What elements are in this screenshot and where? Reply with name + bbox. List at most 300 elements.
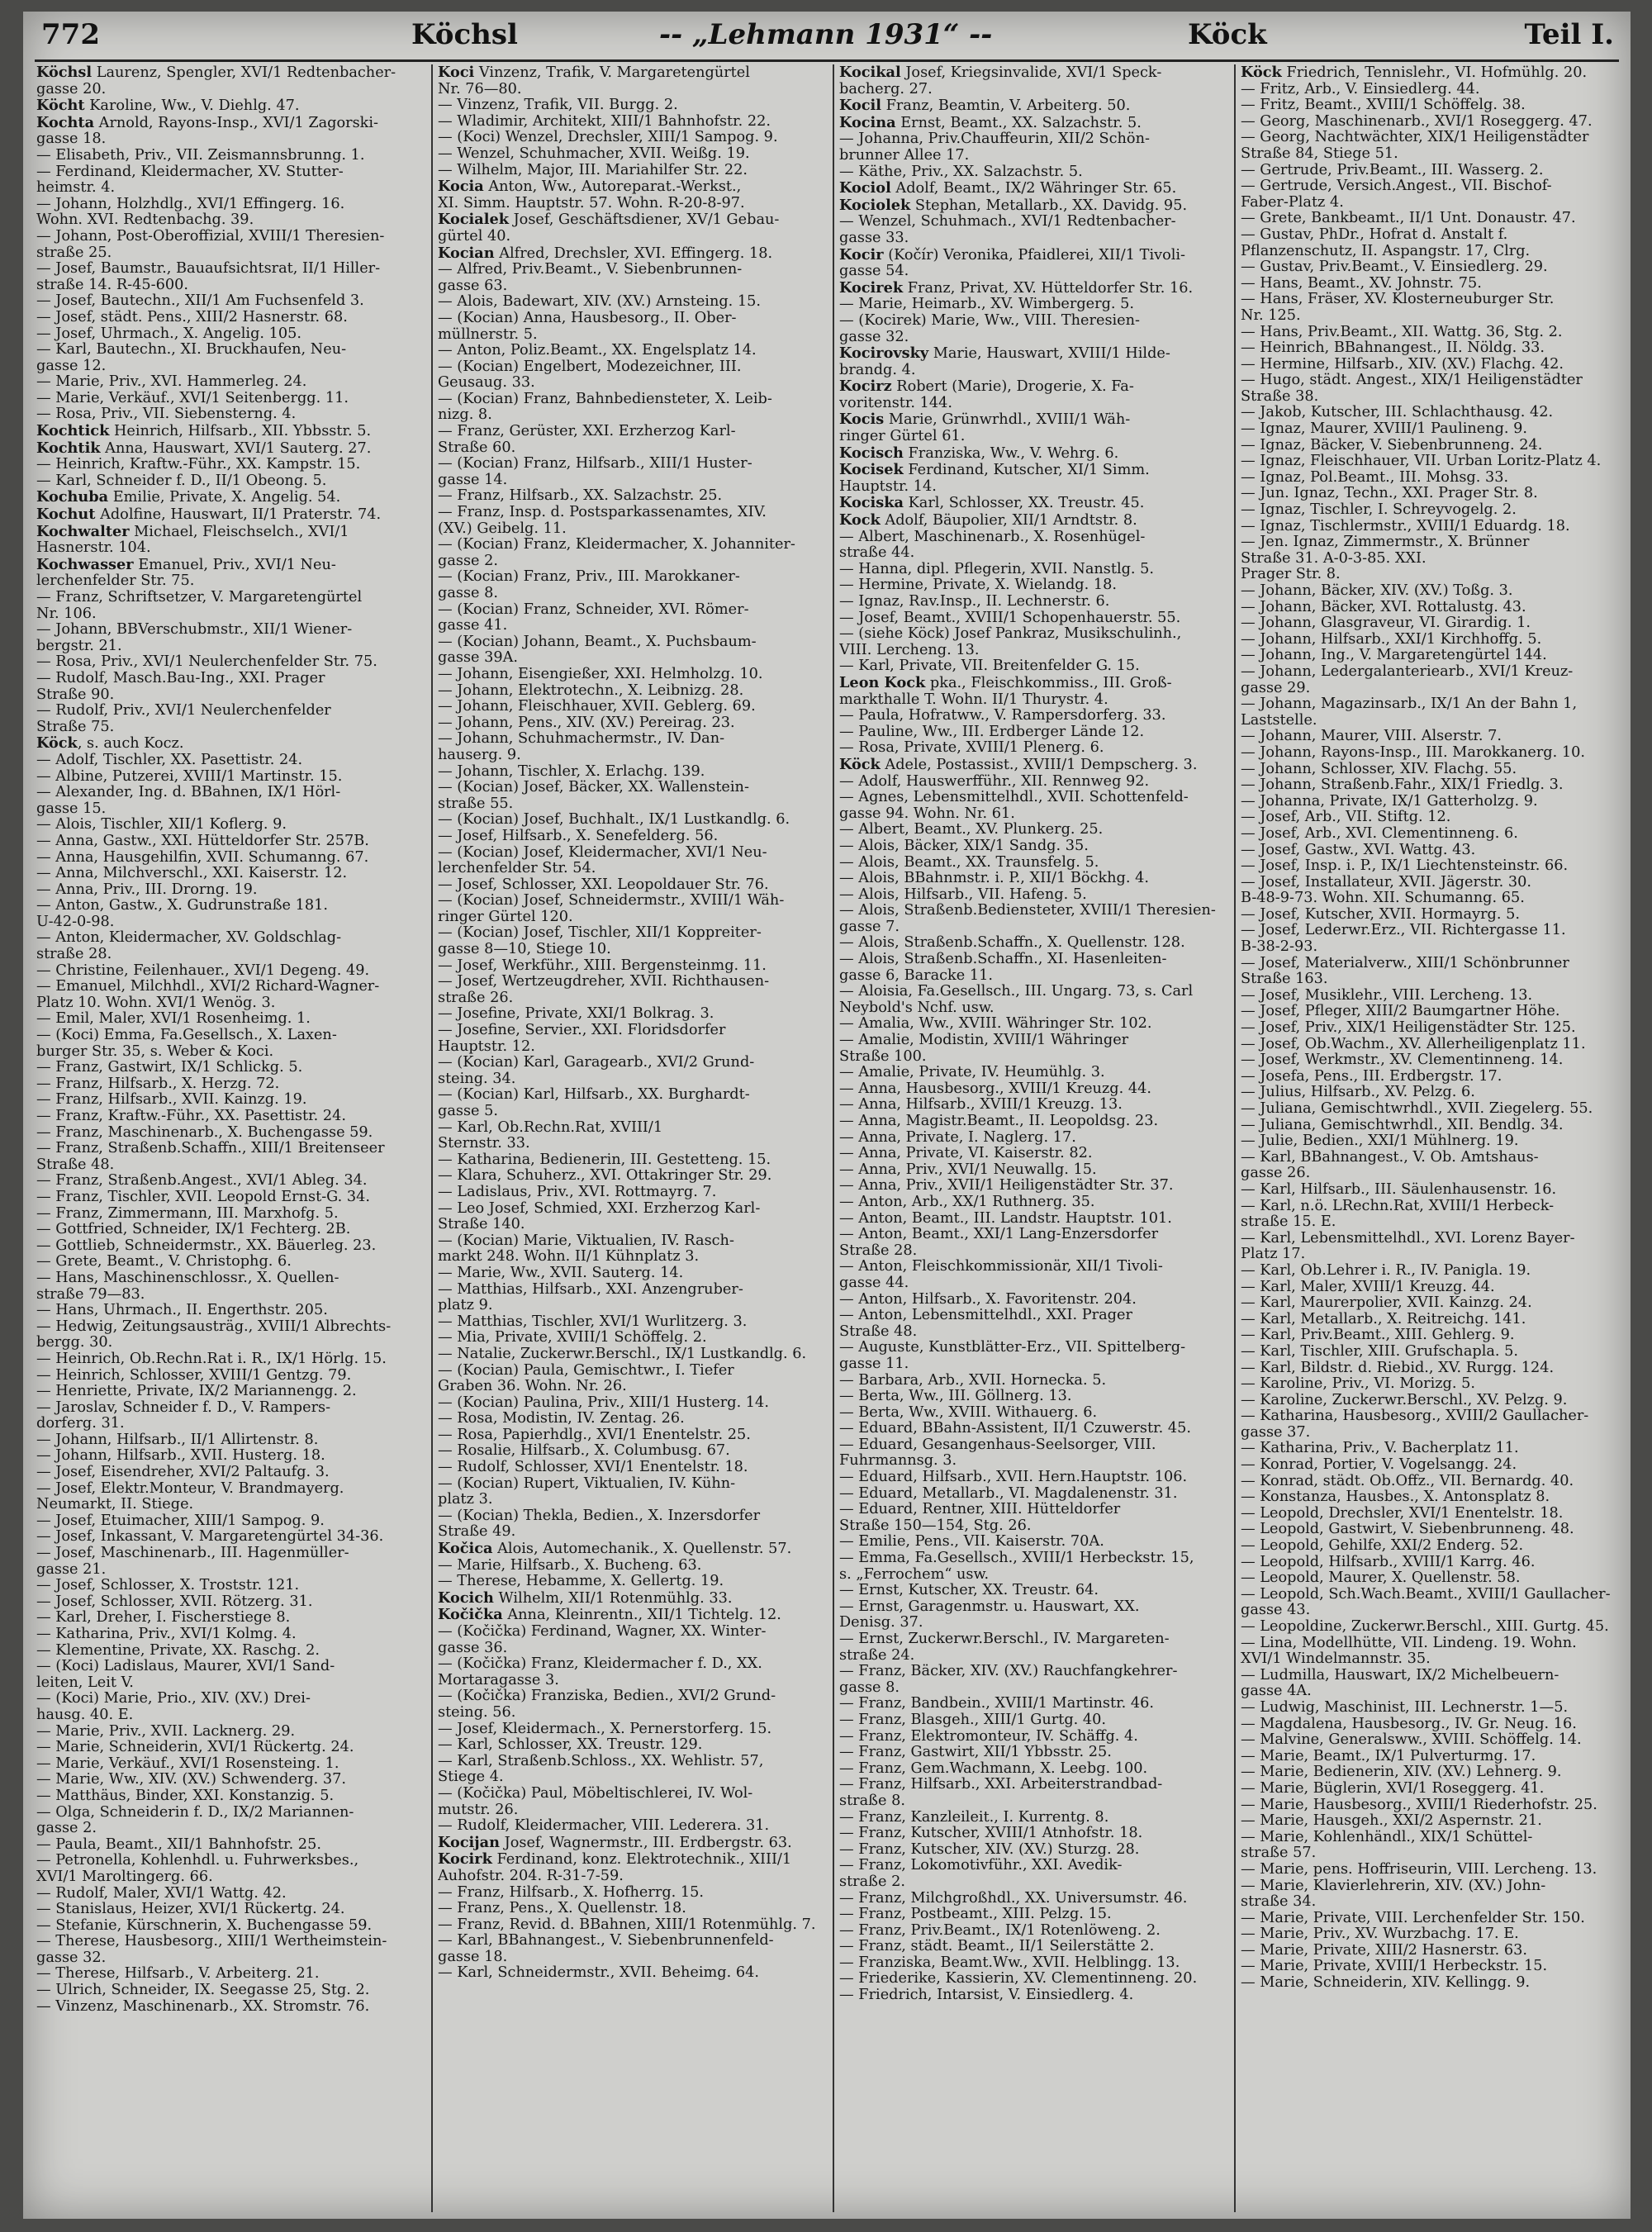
entry-text: Josef, Kriegsinvalide, XVI/1 Speck- — [900, 64, 1162, 81]
directory-entry — [36, 639, 425, 655]
directory-entry — [438, 1427, 826, 1444]
directory-entry — [438, 196, 826, 212]
directory-entry — [1241, 551, 1629, 567]
entry-text: — Albine, Putzerei, XVIII/1 Martinstr. 15. — [36, 768, 343, 785]
entry-text: — Josef, Insp. i. P., IX/1 Liechtensteinstr. 66. — [1241, 858, 1569, 875]
directory-entry — [438, 311, 826, 327]
entry-text: — (Koci) Emma, Fa.Gesellsch., X. Laxen- — [36, 1028, 337, 1044]
directory-entry — [1241, 939, 1629, 956]
directory-entry — [1241, 405, 1629, 421]
directory-entry — [1241, 373, 1629, 389]
entry-text: gasse 7. — [839, 919, 900, 935]
entry-text: — Alois, Straßenb.Bediensteter, XVIII/1 Theresien- — [839, 903, 1216, 919]
entry-text: straße 57. — [1241, 1845, 1317, 1862]
directory-entry — [36, 229, 425, 245]
entry-text: — Ulrich, Schneider, IX. Seegasse 25, Stg. 2. — [36, 1983, 370, 1999]
entry-text: gasse 32. — [36, 1949, 107, 1966]
directory-entry — [36, 995, 425, 1012]
entry-text: gasse 29. — [1241, 680, 1311, 696]
directory-entry — [36, 1044, 425, 1061]
directory-entry — [839, 806, 1227, 823]
directory-entry — [36, 1238, 425, 1255]
directory-entry — [438, 1965, 826, 1982]
entry-text: — Franz, Gastwirt, IX/1 Schlickg. 5. — [36, 1060, 303, 1076]
entry-text: — Josef, Hilfsarb., X. Senefelderg. 56. — [438, 828, 719, 844]
directory-entry — [438, 829, 826, 845]
entry-text: — Josef, Baumstr., Bauaufsichtsrat, II/1 Hiller- — [36, 261, 381, 278]
entry-text: straße 34. — [1241, 1894, 1317, 1911]
entry-text: Anton, Ww., Autoreparat.-Werkst., — [483, 178, 742, 196]
entry-text: — Johann, Hilfsarb., XVII. Husterg. 18. — [36, 1448, 325, 1465]
entry-text: — Johann, Rayons-Insp., III. Marokkanerg. 10. — [1241, 744, 1585, 761]
entry-text: — Karoline, Priv., VI. Morizg. 5. — [1241, 1376, 1476, 1393]
surname-heading: Kociol — [839, 180, 891, 197]
entry-text: — Adolf, Tischler, XX. Pasettistr. 24. — [36, 752, 303, 768]
directory-entry — [438, 1590, 826, 1608]
directory-entry — [36, 1028, 425, 1044]
directory-entry — [1241, 1911, 1629, 1927]
directory-entry — [36, 1869, 425, 1886]
entry-text: gasse 11. — [839, 1356, 909, 1372]
entry-text: gasse 4A. — [1241, 1683, 1312, 1700]
entry-text: Neybold's Nchf. usw. — [839, 1000, 995, 1016]
entry-text: — Franz, Maschinenarb., X. Buchengasse 59. — [36, 1124, 373, 1141]
directory-entry — [1241, 421, 1629, 438]
entry-text: — Franz, Zimmermann, III. Marxhofg. 5. — [36, 1205, 339, 1222]
directory-entry — [438, 1705, 826, 1721]
entry-text: Straße 75. — [36, 719, 115, 735]
directory-entry — [438, 1492, 826, 1508]
entry-text: Geusaug. 33. — [438, 375, 535, 392]
entry-text: — Marie, Beamt., IX/1 Pulverturmg. 17. — [1241, 1748, 1536, 1764]
directory-entry — [438, 634, 826, 651]
entry-text: — Amalia, Ww., XVIII. Währinger Str. 102. — [839, 1016, 1152, 1033]
entry-text: Platz 10. Wohn. XVI/1 Wenög. 3. — [36, 995, 276, 1011]
entry-text: — Anton, Arb., XX/1 Ruthnerg. 35. — [839, 1194, 1095, 1210]
directory-entry — [1241, 1943, 1629, 1959]
directory-entry — [438, 407, 826, 424]
entry-text: — Alois, BBahnmstr. i. P., XII/1 Böckhg. 4. — [839, 871, 1149, 887]
entry-text: s. „Ferrochem“ usw. — [839, 1566, 990, 1583]
entry-text: Arnold, Rayons-Insp., XVI/1 Zagorski- — [94, 114, 379, 131]
directory-entry — [839, 131, 1227, 148]
directory-entry — [839, 562, 1227, 578]
directory-entry — [438, 1754, 826, 1770]
entry-text: — Magdalena, Hausbesorg., IV. Gr. Neug. 16. — [1241, 1716, 1577, 1732]
entry-text: — Gertrude, Versich.Angest., VII. Bischof- — [1241, 178, 1552, 195]
surname-heading: Kocisek — [839, 462, 904, 479]
directory-entry — [839, 577, 1227, 594]
directory-entry — [438, 245, 826, 263]
entry-text: — Karl, n.ö. LRechn.Rat, XVIII/1 Herbeck- — [1241, 1198, 1555, 1214]
entry-text: — Anna, Hausbesorg., XVIII/1 Kreuzg. 44. — [839, 1080, 1151, 1097]
directory-entry — [1241, 1700, 1629, 1717]
entry-text: Straße 140. — [438, 1217, 525, 1233]
directory-entry — [839, 1049, 1227, 1066]
directory-entry — [36, 1772, 425, 1788]
directory-entry — [36, 1368, 425, 1384]
entry-text: — Josef, Etuimacher, XIII/1 Sampog. 9. — [36, 1513, 325, 1529]
directory-entry — [839, 1065, 1227, 1081]
entry-text: gasse 94. Wohn. Nr. 61. — [839, 805, 1015, 822]
entry-text: Nr. 106. — [36, 605, 97, 622]
directory-entry — [36, 1141, 425, 1157]
directory-entry — [839, 626, 1227, 643]
directory-entry — [438, 1460, 826, 1476]
entry-text: — Josef, Wertzeugdreher, XVII. Richthausen- — [438, 974, 770, 990]
directory-entry — [438, 618, 826, 634]
directory-entry — [839, 968, 1227, 985]
directory-entry — [839, 1793, 1227, 1810]
directory-entry — [839, 1194, 1227, 1211]
entry-text: — Josefa, Pens., III. Erdbergstr. 17. — [1241, 1068, 1502, 1085]
directory-entry — [36, 423, 425, 440]
directory-entry — [438, 1282, 826, 1299]
directory-entry — [36, 261, 425, 278]
surname-heading: Kocich — [438, 1589, 494, 1607]
directory-entry — [438, 1641, 826, 1657]
entry-text: — (Kocian) Thekla, Bedien., X. Inzersdorfer — [438, 1508, 761, 1524]
directory-entry — [438, 683, 826, 700]
entry-text: — Josef, Schlosser, XXI. Leopoldauer Str. 76. — [438, 876, 769, 893]
directory-entry — [1241, 664, 1629, 681]
directory-entry — [36, 1190, 425, 1206]
entry-text: — Gottfried, Schneider, IX/1 Fechterg. 2B. — [36, 1222, 351, 1238]
entry-text: Josef, Wagnermstr., III. Erdbergstr. 63. — [500, 1834, 792, 1851]
entry-text: gasse 21. — [36, 1561, 107, 1578]
directory-entry — [1241, 1085, 1629, 1101]
entry-text: — Karl, Metallarb., X. Reitreichg. 141. — [1241, 1311, 1526, 1327]
directory-entry — [36, 1918, 425, 1935]
entry-text: — Karl, Maler, XVIII/1 Kreuzg. 44. — [1241, 1279, 1495, 1295]
entry-text: — Natalie, Zuckerwr.Berschl., IX/1 Lustkandlg. 6. — [438, 1346, 807, 1362]
entry-text: — Karl, Schneider f. D., II/1 Obeong. 5. — [36, 473, 327, 489]
entry-text: — Rosalie, Hilfsarb., X. Columbusg. 67. — [438, 1443, 730, 1460]
directory-entry — [839, 363, 1227, 379]
entry-text: — Franz, Pens., X. Quellenstr. 18. — [438, 1901, 686, 1917]
entry-text: gasse 41. — [438, 618, 508, 634]
directory-entry — [1241, 600, 1629, 616]
entry-text: — Karl, Maurerpolier, XVII. Kainzg. 24. — [1241, 1295, 1532, 1312]
entry-text: — Lina, Modellhütte, VII. Lindeng. 19. Wohn. — [1241, 1635, 1577, 1651]
directory-entry — [1241, 729, 1629, 745]
entry-text: — Aloisia, Fa.Gesellsch., III. Ungarg. 73, s. Carl — [839, 984, 1194, 1000]
entry-text: — Leopoldine, Zuckerwr.Berschl., XIII. Gurtg. 45. — [1241, 1619, 1609, 1635]
directory-entry — [36, 590, 425, 606]
entry-text: — Josef, Schlosser, X. Troststr. 121. — [36, 1578, 300, 1594]
directory-entry — [438, 473, 826, 489]
directory-entry — [438, 64, 826, 82]
entry-text: — Wladimir, Architekt, XIII/1 Bahnhofstr. 22. — [438, 113, 771, 130]
directory-entry — [438, 586, 826, 602]
directory-entry — [36, 1125, 425, 1142]
directory-entry — [438, 1901, 826, 1917]
directory-entry — [1241, 1570, 1629, 1587]
directory-entry — [1241, 1101, 1629, 1118]
entry-text: — Wilhelm, Major, III. Mariahilfer Str. 22. — [438, 162, 748, 178]
entry-text: Heinrich, Hilfsarb., XII. Ybbsstr. 5. — [109, 423, 372, 440]
entry-text: Nr. 76—80. — [438, 81, 522, 97]
entry-text: — (Kocian) Josef, Tischler, XII/1 Koppreiter- — [438, 925, 762, 942]
entry-text: — Franz, Bäcker, XIV. (XV.) Rauchfangkehrer- — [839, 1664, 1178, 1680]
surname-heading: Koci — [438, 64, 475, 81]
entry-text: Straße 49. — [438, 1524, 516, 1541]
entry-text: — Marie, Schneiderin, XVI/1 Rückertg. 24. — [36, 1740, 354, 1756]
directory-entry — [1241, 1717, 1629, 1733]
directory-entry — [36, 866, 425, 882]
entry-text: — Therese, Hebamme, X. Gellertg. 19. — [438, 1574, 724, 1590]
entry-text: gasse 36. — [438, 1640, 508, 1656]
directory-entry — [438, 764, 826, 781]
directory-entry — [36, 1206, 425, 1223]
directory-entry — [839, 280, 1227, 297]
directory-entry — [36, 1643, 425, 1660]
directory-entry — [36, 1546, 425, 1562]
entry-text: — Anna, Priv., XVI/1 Neuwallg. 15. — [839, 1161, 1097, 1178]
directory-entry — [438, 1411, 826, 1427]
entry-text: — Ignaz, Maurer, XVIII/1 Paulineng. 9. — [1241, 421, 1528, 438]
entry-text: — Jaroslav, Schneider f. D., V. Rampers- — [36, 1399, 331, 1416]
directory-entry — [438, 211, 826, 229]
directory-entry — [839, 1664, 1227, 1680]
entry-text: — Johann, Pens., XIV. (XV.) Pereirag. 23. — [438, 715, 735, 731]
entry-text: — (Kocian) Josef, Schneidermstr., XVIII/1 Wäh- — [438, 893, 785, 909]
entry-text: XVI/1 Windelmannstr. 35. — [1241, 1651, 1431, 1668]
directory-entry — [438, 796, 826, 813]
entry-text: — Franz, Gastwirt, XII/1 Ybbsstr. 25. — [839, 1745, 1112, 1761]
entry-text: — Fritz, Beamt., XVIII/1 Schöffelg. 38. — [1241, 97, 1526, 114]
directory-entry — [438, 1541, 826, 1558]
directory-entry — [839, 230, 1227, 247]
entry-text: — Hans, Priv.Beamt., XII. Wattg. 36, Stg. 2. — [1241, 324, 1563, 340]
directory-entry — [438, 114, 826, 131]
directory-entry — [839, 1729, 1227, 1745]
column-3 — [839, 64, 1227, 2212]
directory-entry — [839, 530, 1227, 546]
entry-text: — Stanislaus, Heizer, XVI/1 Rückertg. 24. — [36, 1902, 345, 1918]
directory-entry — [839, 1874, 1227, 1891]
entry-text: — Anna, Magistr.Beamt., II. Leopoldsg. 23. — [839, 1114, 1159, 1129]
entry-text: Faber-Platz 4. — [1241, 194, 1344, 211]
directory-entry — [1241, 1118, 1629, 1134]
directory-entry — [438, 1266, 826, 1282]
directory-entry — [839, 774, 1227, 791]
entry-text: Adele, Postassist., XVIII/1 Dempscherg. 3. — [880, 756, 1198, 773]
directory-entry — [438, 1769, 826, 1786]
directory-entry — [438, 440, 826, 457]
directory-entry — [1241, 1069, 1629, 1085]
entry-text: — Heinrich, Ob.Rechn.Rat i. R., IX/1 Hörlg. 15. — [36, 1351, 387, 1367]
directory-entry — [438, 146, 826, 163]
directory-entry — [36, 979, 425, 995]
entry-text: — Johann, Elektrotechn., X. Leibnizg. 28. — [438, 682, 744, 699]
surname-heading: Kocirovsky — [839, 345, 929, 363]
directory-entry — [36, 1254, 425, 1270]
directory-entry — [839, 1745, 1227, 1761]
entry-text: — Eduard, Metallarb., VI. Magdalenenstr. 31. — [839, 1485, 1178, 1502]
directory-entry — [36, 671, 425, 687]
directory-entry — [839, 1599, 1227, 1616]
entry-text: bergg. 30. — [36, 1335, 113, 1351]
entry-text: Adolf, Bäupolier, XII/1 Arndtstr. 8. — [880, 512, 1137, 530]
entry-text: — Rosa, Papierhdlg., XVI/1 Enentelstr. 25. — [438, 1427, 751, 1443]
directory-entry — [839, 1405, 1227, 1422]
entry-text: — Franz, Postbeamt., XIII. Pelzg. 15. — [839, 1907, 1112, 1923]
directory-entry — [36, 115, 425, 132]
directory-entry — [839, 984, 1227, 1000]
directory-entry — [1241, 1975, 1629, 1992]
entry-text: — Leopold, Sch.Wach.Beamt., XVIII/1 Gaullacher- — [1241, 1586, 1611, 1603]
entry-text: — Josef, Arb., VII. Stiftg. 12. — [1241, 810, 1451, 826]
directory-entry — [1241, 519, 1629, 535]
entry-text: — Karl, Dreher, I. Fischerstiege 8. — [36, 1610, 291, 1627]
directory-entry — [36, 930, 425, 947]
directory-entry — [36, 1886, 425, 1902]
directory-entry — [438, 343, 826, 359]
entry-text: Laststelle. — [1241, 712, 1317, 729]
entry-text: — Ferdinand, Kleidermacher, XV. Stutter- — [36, 164, 344, 180]
directory-entry — [438, 1524, 826, 1541]
entry-text: — Johann, Straßenb.Fahr., XIX/1 Friedlg. 3. — [1241, 777, 1564, 794]
directory-entry — [839, 1389, 1227, 1405]
directory-entry — [36, 326, 425, 343]
entry-text: — Vinzenz, Maschinenarb., XX. Stromstr. 76. — [36, 1998, 370, 2015]
directory-entry — [438, 294, 826, 311]
directory-entry — [1241, 1749, 1629, 1765]
directory-entry — [36, 374, 425, 391]
entry-text: — Rudolf, Maler, XVI/1 Wattg. 42. — [36, 1885, 287, 1902]
entry-text: — (Kočička) Ferdinand, Wagner, XX. Winter- — [438, 1624, 767, 1640]
entry-text: — Stefanie, Kürschnerin, X. Buchengasse 59. — [36, 1917, 373, 1934]
directory-entry — [1241, 1020, 1629, 1037]
entry-text: — (Kočička) Paul, Möbeltischlerei, IV. Wol- — [438, 1785, 753, 1802]
entry-text: — Anton, Gastw., X. Gudrunstraße 181. — [36, 898, 329, 914]
directory-entry — [36, 1610, 425, 1627]
directory-entry — [438, 1818, 826, 1835]
entry-text: gasse 43. — [1241, 1603, 1311, 1619]
directory-entry — [36, 293, 425, 310]
entry-text: — Josef, Musiklehr., VIII. Lercheng. 13. — [1241, 987, 1533, 1004]
directory-entry — [36, 573, 425, 590]
directory-entry — [839, 479, 1227, 496]
entry-text: straße 14. R-45-600. — [36, 277, 189, 293]
directory-entry — [438, 1835, 826, 1852]
entry-text: — Friedrich, Intarsist, V. Einsiedlerg. 4. — [839, 1987, 1134, 2004]
directory-entry — [438, 97, 826, 114]
entry-text: — Josef, Beamt., XVIII/1 Schopenhauerstr. 55. — [839, 610, 1181, 626]
entry-text: — Eduard, Hilfsarb., XVII. Hern.Hauptstr. 106. — [839, 1470, 1188, 1486]
entry-text: — Alois, Straßenb.Schaffn., XI. Hasenleiten- — [839, 952, 1167, 968]
entry-text: — (Kocian) Johann, Beamt., X. Puchsbaum- — [438, 634, 757, 650]
directory-entry — [839, 1000, 1227, 1017]
directory-entry — [839, 1114, 1227, 1130]
directory-entry — [1241, 82, 1629, 98]
entry-text: — Franz, Kutscher, XIV. (XV.) Sturzg. 28. — [839, 1841, 1140, 1858]
entry-text: — Julius, Hilfsarb., XV. Pelzg. 6. — [1241, 1085, 1475, 1101]
entry-text: — Marie, Verkäuf., XVI/1 Rosensteing. 1. — [36, 1755, 339, 1772]
entry-text: gasse 39A. — [438, 650, 519, 667]
directory-entry — [36, 753, 425, 769]
directory-entry — [36, 801, 425, 818]
entry-text: — Marie, Priv., XVI. Hammerleg. 24. — [36, 374, 307, 391]
entry-text: Straße 150—154, Stg. 26. — [839, 1517, 1032, 1534]
entry-text: Karl, Schlosser, XX. Treustr. 45. — [903, 495, 1145, 512]
entry-text: — Marie, Private, XVIII/1 Herbeckstr. 15. — [1241, 1959, 1548, 1975]
entry-text: — Gertrude, Priv.Beamt., III. Wasserg. 2. — [1241, 162, 1544, 178]
entry-text: — Malvine, Generalsww., XVIII. Schöffelg. 14. — [1241, 1732, 1582, 1749]
directory-entry — [36, 1934, 425, 1950]
directory-entry — [1241, 357, 1629, 373]
directory-entry — [839, 1777, 1227, 1793]
entry-text: — Marie, Priv., XV. Wurzbachg. 17. E. — [1241, 1926, 1519, 1943]
entry-text: — Josef, Arb., XVI. Clementinneng. 6. — [1241, 825, 1518, 842]
directory-entry — [1241, 454, 1629, 470]
entry-text: — (Kočička) Franz, Kleidermacher f. D., XX. — [438, 1656, 762, 1673]
directory-entry — [839, 396, 1227, 412]
entry-text: — Marie, Bedienerin, XIV. (XV.) Lehnerg. 9. — [1241, 1764, 1562, 1781]
directory-entry — [839, 855, 1227, 871]
column-divider — [833, 64, 834, 2212]
directory-entry — [36, 540, 425, 557]
directory-entry — [438, 1851, 826, 1869]
directory-entry — [839, 1437, 1227, 1454]
entry-text: steing. 56. — [438, 1704, 516, 1721]
directory-entry — [839, 82, 1227, 98]
directory-entry — [839, 1421, 1227, 1437]
directory-entry — [438, 1087, 826, 1104]
directory-entry — [1241, 114, 1629, 131]
entry-text: — Jun. Ignaz, Techn., XXI. Prager Str. 8. — [1241, 486, 1538, 502]
entry-text: — Marie, Ww., XIV. (XV.) Schwenderg. 37. — [36, 1772, 347, 1788]
entry-text: Straße 84, Stiege 51. — [1241, 145, 1398, 162]
entry-text: — Berta, Ww., XVIII. Withauerg. 6. — [839, 1404, 1098, 1421]
entry-text: straße 15. E. — [1241, 1214, 1336, 1231]
directory-entry — [36, 131, 425, 148]
entry-text: gasse 12. — [36, 358, 107, 374]
directory-entry — [1241, 486, 1629, 502]
entry-text: — Leopold, Gastwirt, V. Siebenbrunneng. 48. — [1241, 1522, 1574, 1538]
entry-text: — Marie, Private, VIII. Lerchenfelder Str. 150. — [1241, 1910, 1585, 1926]
entry-text: — Matthias, Tischler, XVI/1 Wurlitzerg. 3. — [438, 1313, 748, 1330]
directory-entry — [36, 769, 425, 786]
directory-entry — [839, 1356, 1227, 1373]
entry-text: gasse 37. — [1241, 1424, 1311, 1441]
surname-heading: Kocis — [839, 411, 885, 429]
entry-text: — Marie, Priv., XVII. Lacknerg. 29. — [36, 1723, 296, 1740]
entry-text: Anna, Kleinrentn., XII/1 Tichtelg. 12. — [502, 1607, 781, 1624]
entry-text: — Josef, Kleidermach., X. Pernerstorferg. 15. — [438, 1721, 772, 1737]
directory-entry — [1241, 1636, 1629, 1652]
entry-text: — Grete, Bankbeamt., II/1 Unt. Donaustr. 47. — [1241, 211, 1576, 227]
entry-text: straße 28. — [36, 947, 112, 963]
directory-entry — [839, 1680, 1227, 1697]
entry-text: — Elisabeth, Priv., VII. Zeismannsbrunng. 1. — [36, 147, 365, 164]
entry-text: — Gustav, Priv.Beamt., V. Einsiedlerg. 29. — [1241, 259, 1548, 276]
entry-text: gasse 2. — [36, 1821, 97, 1837]
entry-text: — Johann, Maurer, VIII. Alserstr. 7. — [1241, 729, 1502, 745]
directory-entry — [839, 1292, 1227, 1308]
directory-entry — [1241, 1878, 1629, 1895]
directory-entry — [438, 82, 826, 98]
entry-text: — Eduard, BBahn-Assistent, II/1 Czuwerstr. 45. — [839, 1421, 1191, 1437]
directory-entry — [1241, 438, 1629, 454]
directory-entry — [839, 1340, 1227, 1356]
entry-text: — Marie, pens. Hoffriseurin, VIII. Lercheng. 13. — [1241, 1861, 1597, 1878]
entry-text: lerchenfelder Str. 75. — [36, 573, 195, 590]
entry-text: ringer Gürtel 61. — [839, 429, 966, 445]
directory-entry — [36, 1513, 425, 1530]
entry-text: — Anna, Hilfsarb., XVIII/1 Kreuzg. 13. — [839, 1097, 1123, 1114]
